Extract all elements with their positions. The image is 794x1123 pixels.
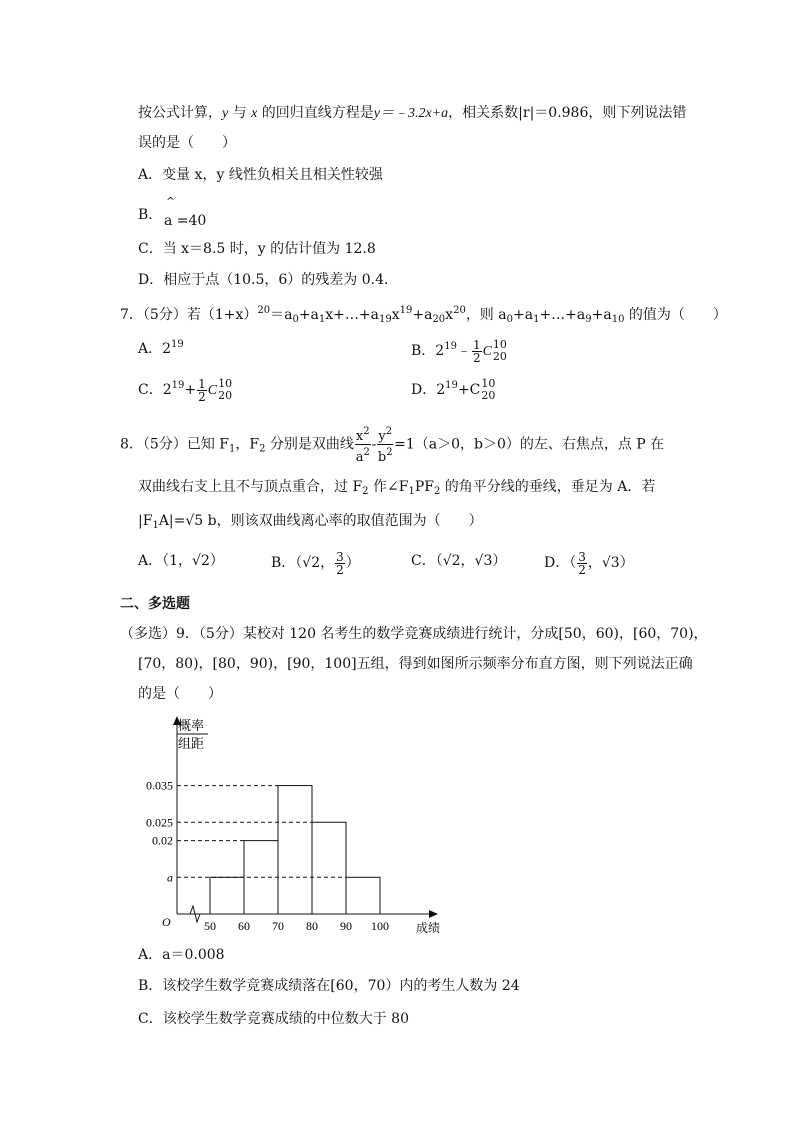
combination: 10 20	[218, 377, 233, 402]
half-fraction: $\frac{1}{2}$	[472, 337, 481, 365]
q9-stem-line3: 的是（ ）	[138, 686, 222, 702]
q7-option-b: B．$2^{19}﹣$ $\frac{1}{2}$ C 10 20	[411, 337, 507, 365]
q6-option-c: C．当 x＝8.5 时，y 的估计值为 12.8	[138, 241, 376, 257]
y-tick-label: 0.02	[152, 833, 173, 848]
histogram-bar-[50,60)	[210, 877, 244, 914]
q7-stem: 7．（5分）若$(1+x)^{20}=a_0+a_1x+\dots+a_{19}x^{19}+a_{20}x^{20}$，则 $a_0+a_1+\dots+a_9+a_{10}$ 的值为（ ）	[120, 305, 727, 325]
origin-label: O	[162, 915, 171, 929]
q6-stem-line2: 误的是（ ）	[138, 135, 236, 151]
y-label-top: 概率	[178, 718, 205, 733]
q9-stem-line1: （多选）9．（5分）某校对 120 名考生的数学竞赛成绩进行统计，分成[50，60)，[60，70)，	[120, 626, 708, 642]
three-halves-fraction: $\frac{3}{2}$	[336, 549, 344, 577]
three-halves-fraction: $\frac{3}{2}$	[578, 549, 586, 577]
q9-option-c: C．该校学生数学竞赛成绩的中位数大于 80	[138, 1011, 409, 1027]
q6-stem-line1: 按公式计算，y 与 x 的回归直线方程是y＝﹣3.2x+a，相关系数|r|＝0.986，则下列说法错	[138, 105, 687, 121]
x-axis-label: 成绩	[416, 921, 441, 935]
x-tick-label: 60	[238, 919, 250, 933]
x-tick-label: 100	[371, 919, 389, 933]
y-tick-label: 0.025	[146, 815, 173, 830]
q9-option-b: B．该校学生数学竞赛成绩落在[60，70）内的考生人数为 24	[138, 978, 520, 994]
q9-stem-line2: [70，80)，[80，90)，[90，100]五组，得到如图所示频率分布直方图，则下列说法正确	[138, 656, 693, 672]
combination: 10 20	[481, 377, 496, 402]
q7-option-d: D．$2^{19}+C$ 10 20	[411, 377, 496, 402]
histogram-bar-[70,80)	[278, 786, 312, 914]
q6-option-b-value: a =40	[164, 213, 207, 229]
hat-mark: ^	[166, 195, 176, 208]
q8-option-c: C．（√2，√3）	[411, 553, 507, 569]
y-label-bottom: 组距	[178, 736, 205, 751]
x-axis-arrow	[429, 910, 438, 918]
section-heading: 二、多选题	[120, 596, 190, 612]
combination: 10 20	[492, 338, 507, 363]
y-tick-label: 0.035	[146, 778, 173, 793]
half-fraction: $\frac{1}{2}$	[198, 376, 206, 404]
x-tick-label: 80	[306, 919, 318, 933]
q9-option-a: A．a＝0.008	[138, 947, 225, 963]
histogram-bar-[90,100]	[346, 877, 380, 914]
histogram-bar-[80,90)	[312, 822, 346, 914]
x-tick-label: 50	[204, 919, 216, 933]
q8-option-a: A．（1，√2）	[138, 553, 224, 569]
q6-option-a: A．变量 x，y 线性负相关且相关性较强	[138, 167, 383, 183]
q8-option-b: B．（√2， $\frac{3}{2}$ ）	[271, 549, 360, 577]
q7-option-c: C．$2^{19}+$ $\frac{1}{2}$ C 10 20	[138, 376, 233, 404]
q8-stem-line1: 8．（5分）已知 $F_1$，$F_2$ 分别是双曲线 $\frac{x^2}{a^2}$ - $\frac{y^2}{b^2}$ =1（a＞0，b＞0）的左、右焦点，点 P 在	[120, 426, 665, 465]
x-tick-label: 90	[340, 919, 352, 933]
frequency-histogram	[130, 712, 450, 942]
y-tick-label: a	[167, 870, 173, 885]
x-tick-label: 70	[272, 919, 284, 933]
x-squared-fraction: $\frac{x^2}{a^2}$	[355, 426, 370, 465]
q6-option-b: B．	[138, 207, 163, 223]
q8-stem-line3: $|F_1A|=√5$ b，则该双曲线离心率的取值范围为（ ）	[138, 513, 483, 531]
q6-option-d: D．相应于点（10.5，6）的残差为 0.4．	[138, 272, 399, 288]
q8-option-d: D．（ $\frac{3}{2}$ ，√3）	[544, 549, 634, 577]
q8-stem-line2: 双曲线右支上且不与顶点重合，过 $F_2$ 作$\angle F_1PF_2$ 的角平分线的垂线，垂足为 A．若	[138, 479, 656, 497]
y-squared-fraction: $\frac{y^2}{b^2}$	[377, 426, 393, 465]
q7-option-a: A．$2^{19}$	[138, 339, 184, 357]
